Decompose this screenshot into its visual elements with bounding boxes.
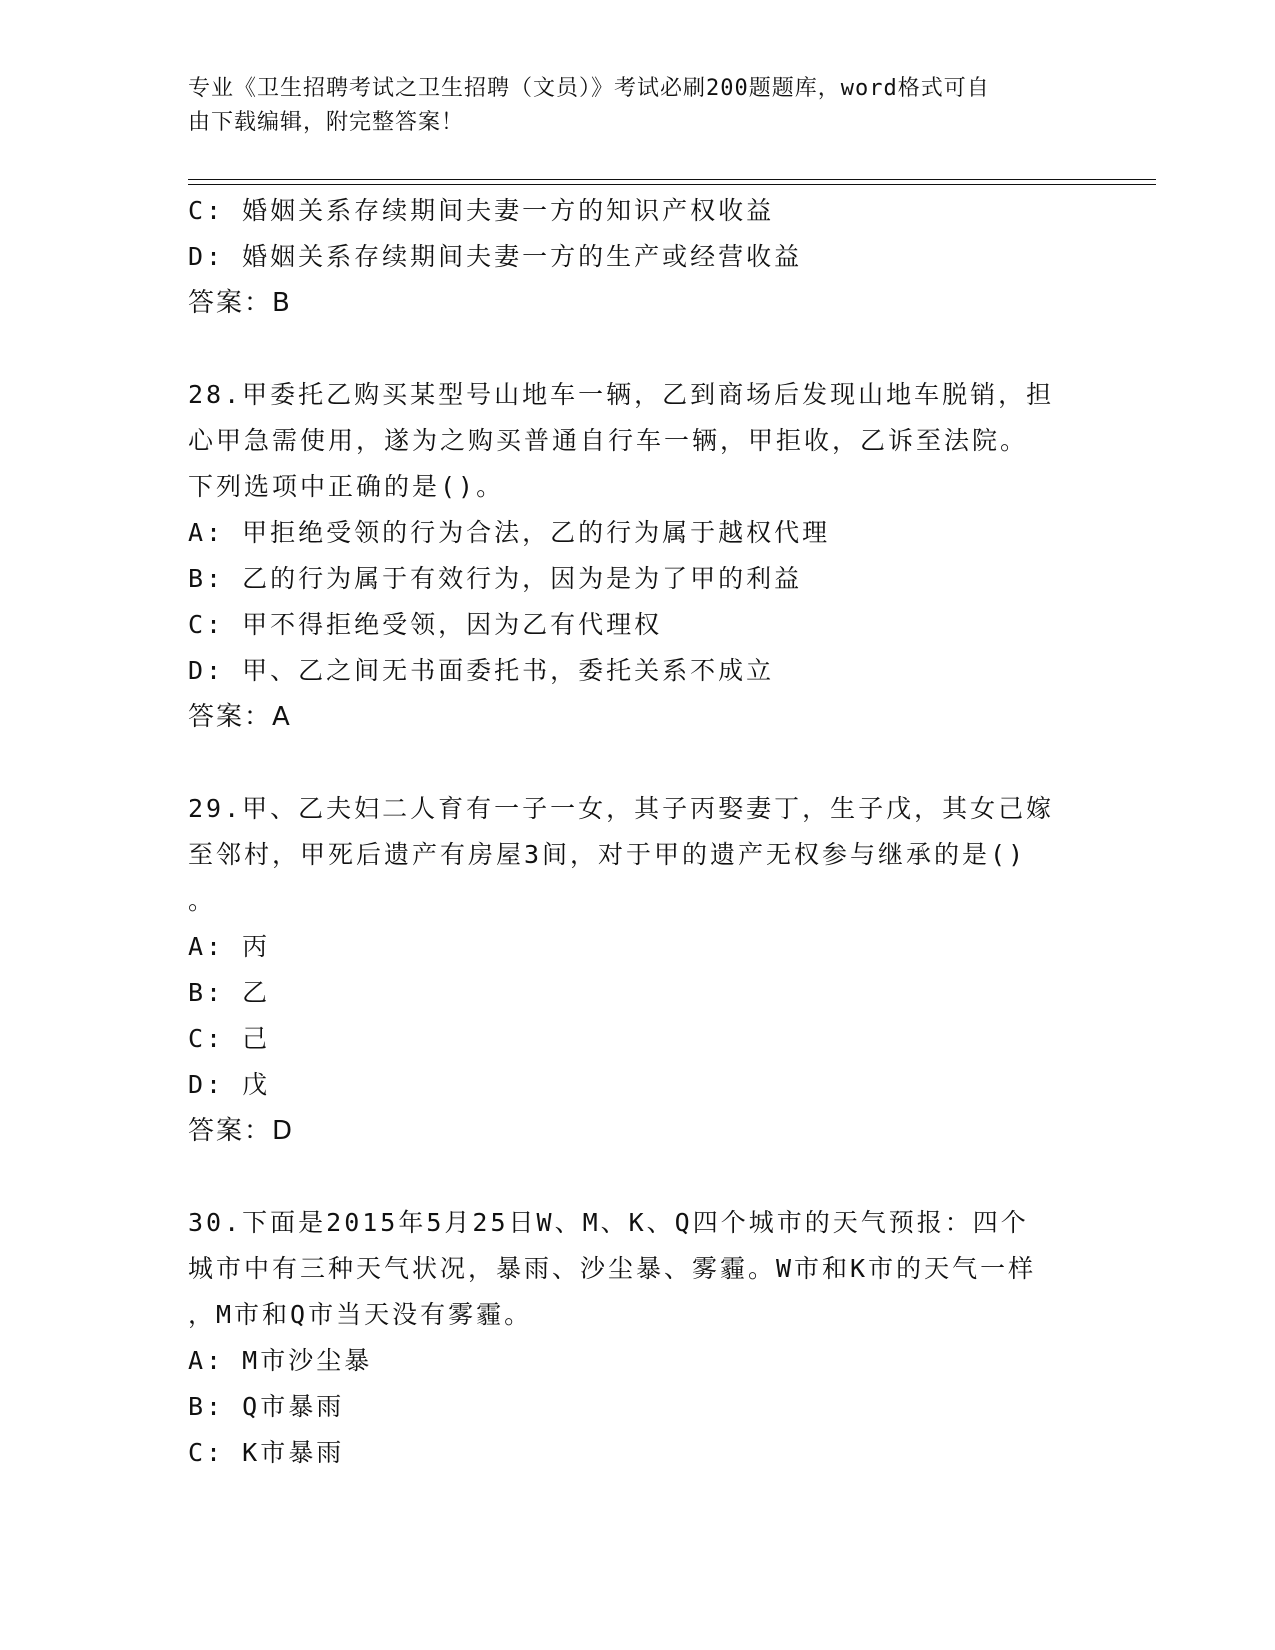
option-c: C: 甲不得拒绝受领，因为乙有代理权 xyxy=(188,610,663,639)
stem-line: 心甲急需使用，遂为之购买普通自行车一辆，甲拒收，乙诉至法院。 xyxy=(188,426,1029,455)
previous-question-tail xyxy=(188,188,1088,326)
option-c: C: K市暴雨 xyxy=(188,1438,345,1467)
option-b: B: 乙的行为属于有效行为，因为是为了甲的利益 xyxy=(188,564,803,593)
answer-line: 答案：B xyxy=(188,288,292,318)
question-stem xyxy=(188,372,1088,510)
stem-line: 29.甲、乙夫妇二人育有一子一女，其子丙娶妻丁，生子戊，其女己嫁 xyxy=(188,794,1055,823)
option-a: A: 甲拒绝受领的行为合法，乙的行为属于越权代理 xyxy=(188,518,831,547)
header-line-1: 专业《卫生招聘考试之卫生招聘（文员）》考试必刷200题题库，word格式可自 xyxy=(188,76,990,101)
question-stem xyxy=(188,786,1088,924)
stem-line: 至邻村，甲死后遗产有房屋3间，对于甲的遗产无权参与继承的是() xyxy=(188,840,1027,869)
document-header xyxy=(188,72,1088,140)
stem-line: 城市中有三种天气状况，暴雨、沙尘暴、雾霾。W市和K市的天气一样 xyxy=(188,1254,1037,1283)
option-a: A: M市沙尘暴 xyxy=(188,1346,373,1375)
option-b: B: 乙 xyxy=(188,978,271,1007)
option-d: D: 婚姻关系存续期间夫妻一方的生产或经营收益 xyxy=(188,242,803,271)
answer-line: 答案：A xyxy=(188,702,292,732)
question-30 xyxy=(188,1200,1088,1476)
answer-line: 答案：D xyxy=(188,1116,295,1146)
spacer xyxy=(188,1154,1088,1200)
header-line-2: 由下载编辑，附完整答案！ xyxy=(188,110,465,135)
question-content xyxy=(188,188,1088,1476)
stem-line: 28.甲委托乙购买某型号山地车一辆，乙到商场后发现山地车脱销，担 xyxy=(188,380,1055,409)
header-divider-top xyxy=(188,179,1156,180)
option-d: D: 甲、乙之间无书面委托书，委托关系不成立 xyxy=(188,656,775,685)
question-28 xyxy=(188,372,1088,740)
question-stem xyxy=(188,1200,1088,1338)
option-b: B: Q市暴雨 xyxy=(188,1392,345,1421)
question-29 xyxy=(188,786,1088,1154)
spacer xyxy=(188,326,1088,372)
stem-line: ，M市和Q市当天没有雾霾。 xyxy=(188,1300,533,1329)
stem-line: 30.下面是2015年5月25日W、M、K、Q四个城市的天气预报：四个 xyxy=(188,1208,1029,1237)
stem-line: 下列选项中正确的是()。 xyxy=(188,472,505,501)
option-c: C: 己 xyxy=(188,1024,271,1053)
spacer xyxy=(188,740,1088,786)
header-divider-bottom xyxy=(188,184,1156,185)
stem-line: 。 xyxy=(188,886,217,915)
option-d: D: 戊 xyxy=(188,1070,271,1099)
option-a: A: 丙 xyxy=(188,932,271,961)
option-c: C: 婚姻关系存续期间夫妻一方的知识产权收益 xyxy=(188,196,775,225)
